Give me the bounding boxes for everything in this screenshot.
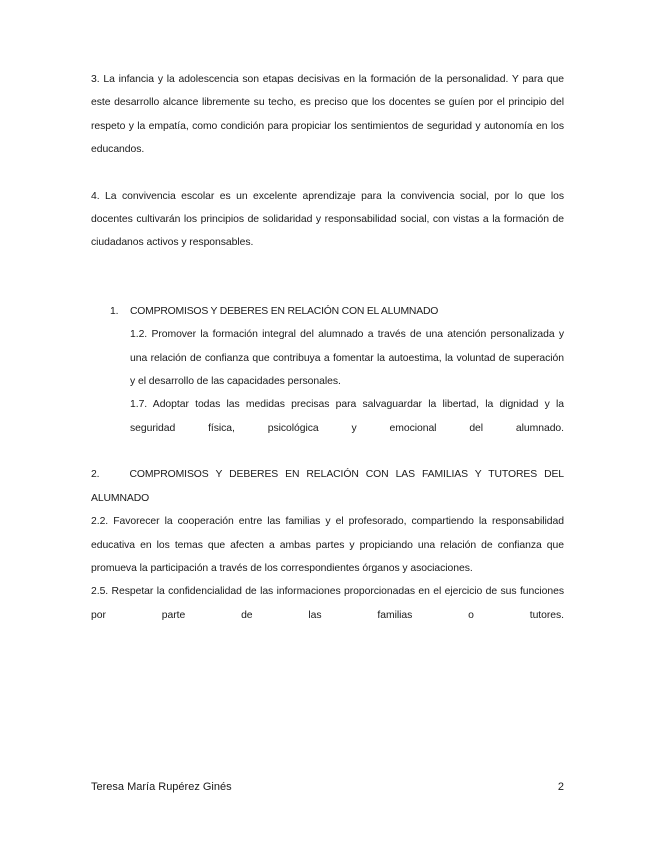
item-1-2: 1.2. Promover la formación integral del alumnado a través de una atención personalizada y una relación de confianza que contribuya a fomentar la autoestima, la voluntad de superación y el desarrollo de las capacidades personales. (130, 329, 564, 388)
section-1-heading (91, 300, 564, 323)
item-2-2: 2.2. Favorecer la cooperación entre las familias y el profesorado, compartiendo la responsabilidad educativa en los temas que afecten a ambas partes y propiciando una relación de confianza que promueva la participación a través de los correspondientes órganos y asociaciones. (91, 516, 564, 574)
section-1-title: COMPROMISOS Y DEBERES EN RELACIÓN CON EL ALUMNADO (130, 305, 439, 317)
item-2-5: 2.5. Respetar la confidencialidad de las informaciones proporcionadas en el ejercicio de sus funciones por parte de las familias o tutores. (91, 586, 564, 621)
paragraph-4: 4. La convivencia escolar es un excelente aprendizaje para la convivencia social, por lo que los docentes cultivarán los principios de solidaridad y responsabilidad social, con vistas a la formación de ciudadanos activos y responsables. (91, 190, 564, 249)
paragraph-3: 3. La infancia y la adolescencia son etapas decisivas en la formación de la personalidad. Y para que este desarrollo alcance libremente su techo, es preciso que los docentes se guíen por el principio del respeto y la empatía, como condición para propiciar los sentimientos de seguridad y autonomía en los educandos. (91, 74, 564, 156)
footer-author: Teresa María Rupérez Ginés (91, 781, 232, 793)
section-1-number: 1. (110, 305, 119, 317)
section-2-heading-wrap (91, 463, 564, 510)
page-number: 2 (557, 781, 564, 793)
item-1-7: 1.7. Adoptar todas las medidas precisas para salvaguardar la libertad, la dignidad y la seguridad física, psicológica y emocional del alumnado. (130, 399, 564, 434)
section-2-heading (91, 463, 564, 510)
section-2-number: 2. (91, 469, 100, 481)
section-2-title: COMPROMISOS Y DEBERES EN RELACIÓN CON LAS FAMILIAS Y TUTORES DEL ALUMNADO (91, 469, 564, 504)
page-footer (91, 778, 564, 796)
page-content (91, 68, 564, 627)
